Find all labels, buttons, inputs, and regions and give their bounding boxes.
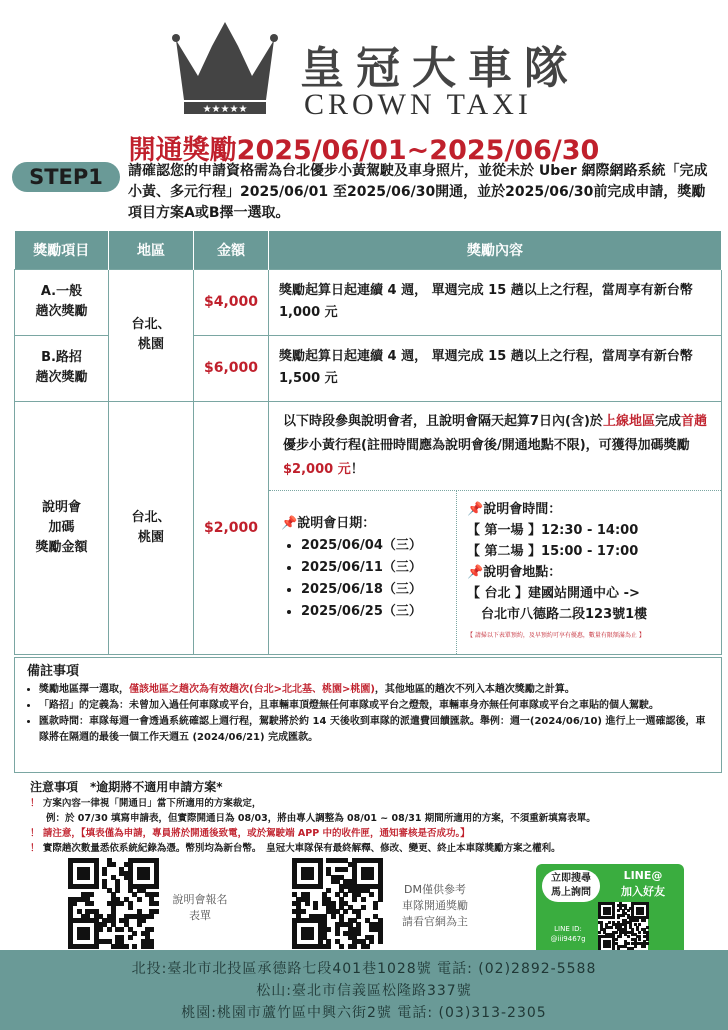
session-text: ！	[350, 461, 364, 477]
notice-section	[30, 780, 720, 856]
crown-logo-icon	[170, 18, 280, 116]
row-ab-area: 台北、 桃園	[109, 269, 194, 401]
session-bonus-amount: $2,000 元	[283, 461, 351, 477]
remark-item: • 匯款時間：車隊每週一會透過系統確認上週行程，駕駛將於約 14 天後收到車隊的派遣費回饋匯款。舉例：週一(2024/06/10) 進行上一週確認後，車隊將在隔週的最後一個工作天週五 (2024/06/21) 完成匯款。	[39, 714, 709, 746]
time-title: 說明會時間：	[483, 501, 562, 517]
dates-title: 說明會日期：	[297, 515, 376, 531]
signup-qr-code-icon[interactable]	[68, 858, 158, 948]
place-title: 說明會地點：	[483, 564, 562, 580]
date-item: • 2025/06/18（三）	[301, 579, 444, 601]
step-badge: STEP1	[12, 162, 120, 192]
line-search-bubble: 立即搜尋 馬上詢問	[542, 870, 600, 902]
svg-text:★★★★★: ★★★★★	[202, 104, 248, 115]
notice-title: 注意事項 *逾期將不適用申請方案*	[30, 780, 223, 794]
notice-item: 請注意，	[42, 828, 81, 839]
remarks-box	[14, 657, 722, 773]
footer-address-taoyuan: 桃園:桃園市蘆竹區中興六街2號 電話: (03)313-2305	[181, 1005, 547, 1021]
footer-address-beitou: 北投:臺北市北投區承德路七段401巷1028號 電話: (02)2892-5588	[131, 961, 597, 977]
footer-addresses	[0, 950, 728, 1030]
session-text: 優步小黃行程(註冊時間應為說明會後/開通地點不限)，可獲得加碼獎勵	[283, 437, 690, 453]
remark-item: • 「路招」的定義為：未曾加入過任何車隊或平台，且車輛車頂燈無任何車隊或平台之燈殼，車輛車身亦無任何車隊或平台之車貼的個人駕駛。	[39, 698, 709, 714]
row-a-amount: $4,000	[194, 269, 269, 335]
line-id: LINE ID: @iii9467g	[550, 925, 586, 943]
website-qr-code-icon[interactable]	[292, 858, 382, 948]
row-c-amount: $2,000	[194, 401, 269, 654]
session-dates	[269, 491, 457, 654]
header-area: 地區	[109, 231, 194, 269]
pin-icon: 📌	[467, 564, 484, 580]
line-add-friend-label: LINE@ 加入好友	[621, 869, 665, 898]
row-a-item: A.一般 趟次獎勵	[15, 269, 109, 335]
date-item: • 2025/06/04（三）	[301, 535, 444, 557]
row-a-content: 獎勵起算日起連續 4 週， 單週完成 15 趟以上之行程，當周享有新台幣 1,000 元	[269, 269, 722, 335]
intro-text: 請確認您的申請資格需為台北優步小黃駕駛及車身照片，並從未於 Uber 網際網路系統「完成小黃、多元行程」2025/06/01 至2025/06/30開通，並於2025/06/30前完成申請，獎勵項目方案A或B擇一選取。	[128, 163, 708, 221]
row-b-content: 獎勵起算日起連續 4 週， 單週完成 15 趟以上之行程，當周享有新台幣 1,500 元	[269, 335, 722, 401]
exclamation-icon: ！	[30, 798, 40, 809]
qr1-label: 說明會報名 表單	[172, 893, 228, 922]
line-add-friend-card[interactable]	[536, 864, 684, 958]
time-slot: 【 第一場 】12:30 - 14:00	[467, 522, 639, 538]
remarks-title: 備註事項	[27, 664, 80, 679]
session-highlight: 上線地區	[602, 413, 655, 429]
session-description	[269, 402, 721, 491]
remark-item	[39, 682, 709, 698]
session-cell	[269, 401, 722, 654]
session-text: 完成	[654, 413, 681, 429]
notice-highlight: 【填表僅為申請，專員將於開通後致電，或於駕駛端 APP 中的收件匣，通知審核是否成功。】	[80, 828, 470, 839]
header-item: 獎勵項目	[15, 231, 109, 269]
footer-address-songshan: 松山:臺北市信義區松隆路337號	[256, 983, 472, 999]
date-item: • 2025/06/25（三）	[301, 601, 444, 623]
time-slot: 【 第二場 】15:00 - 17:00	[467, 543, 639, 559]
session-highlight: 首趟	[680, 413, 707, 429]
pin-icon: 📌	[467, 501, 484, 517]
remark-highlight: 僅該地區之趟次為有效趟次(台北>北北基、桃園>桃園)	[129, 684, 375, 695]
place-line: 【 台北 】建國站開通中心 ->	[467, 585, 640, 601]
brand-name-cn: 皇冠大車隊	[300, 43, 580, 94]
pin-icon: 📌	[281, 515, 298, 531]
qr2-label: DM僅供參考 車隊開通獎勵 請看官網為主	[402, 883, 468, 928]
row-b-amount: $6,000	[194, 335, 269, 401]
exclamation-icon: ！	[30, 828, 40, 839]
session-time-place	[457, 491, 721, 654]
remark-text: ，其他地區的趟次不列入本趟次獎勵之計算。	[374, 684, 575, 695]
header-amount: 金額	[194, 231, 269, 269]
session-text: 以下時段參與說明會者，且說明會隔天起算7日內(含)於	[283, 413, 603, 429]
remark-text: 獎勵地區擇一選取，	[39, 684, 129, 695]
line-qr-code-icon[interactable]	[598, 902, 648, 952]
notice-example: 例：於 07/30 填寫申請表，但實際開通日為 08/03，將由專人調整為 08/01 ~ 08/31 期間所適用的方案，不須重新填寫表單。	[46, 813, 596, 824]
notice-item: 實際趟次數量悉依系統紀錄為憑。幣別均為新台幣。 皇冠大車隊保有最終解釋、修改、變更、終止本車隊獎勵方案之權利。	[42, 843, 561, 854]
row-c-area: 台北、 桃園	[109, 401, 194, 654]
row-b-item: B.路招 趟次獎勵	[15, 335, 109, 401]
brand-name-en: CROWN TAXI	[304, 88, 532, 121]
reward-table	[14, 231, 722, 655]
row-c-item: 說明會 加碼 獎勵金額	[15, 401, 109, 654]
date-item: • 2025/06/11（三）	[301, 557, 444, 579]
page-title: 開通獎勵2025/06/01~2025/06/30	[128, 135, 600, 166]
place-line: 台北市八德路二段123號1樓	[481, 606, 648, 622]
place-note: 【 請掃以下表單預約，及早預約可享有優惠，數量有限額滿為止 】	[467, 631, 645, 639]
header-content: 獎勵內容	[269, 231, 722, 269]
exclamation-icon: ！	[30, 843, 40, 854]
notice-item: 方案內容一律視「開通日」當下所適用的方案裁定，	[42, 798, 262, 809]
